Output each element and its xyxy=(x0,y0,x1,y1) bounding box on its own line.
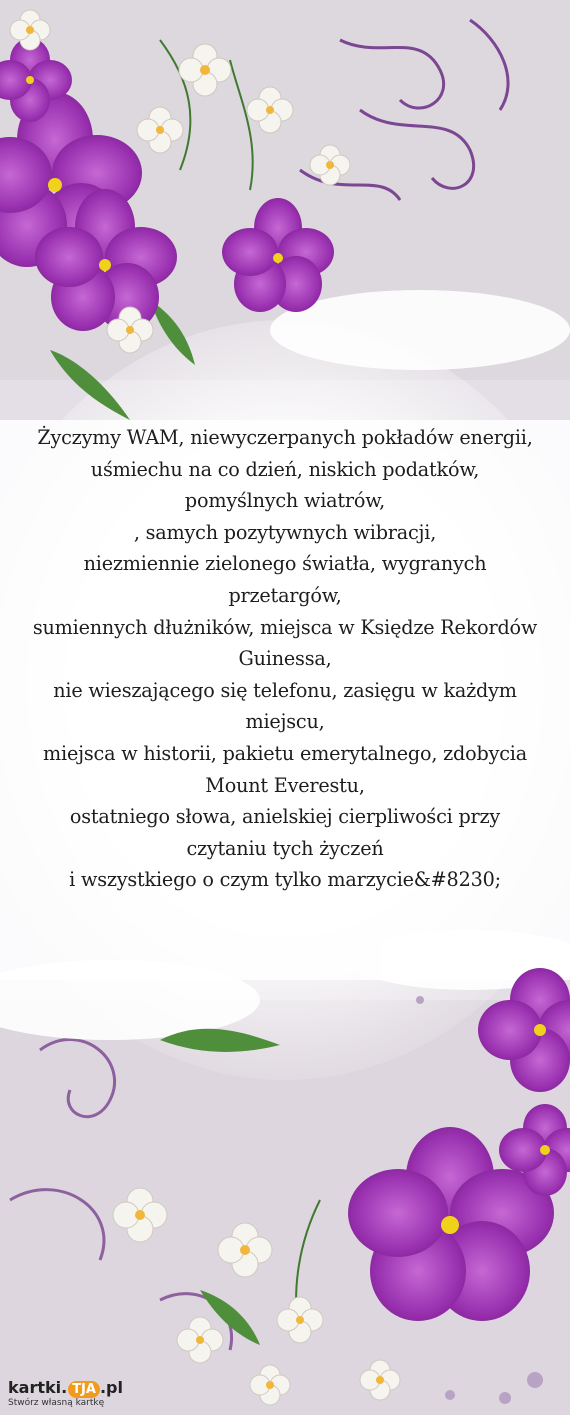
logo-tagline: Stwórz własną kartkę xyxy=(8,1398,105,1408)
message-line: ostatniego słowa, anielskiej cierpliwości przy xyxy=(69,805,501,829)
logo-tld: .pl xyxy=(99,1378,123,1397)
message-line: sumiennych dłużników, miejsca w Księdze Rekordów xyxy=(32,615,538,639)
message-line: miejscu, xyxy=(245,710,325,734)
greeting-message xyxy=(20,422,550,896)
message-line: przetargów, xyxy=(228,583,342,607)
message-line: Guinessa, xyxy=(238,647,332,671)
logo-wordmark xyxy=(8,1378,123,1398)
message-line: nie wieszającego się telefonu, zasięgu w każdym xyxy=(53,678,517,702)
message-line: Życzymy WAM, niewyczerpanych pokładów energii, xyxy=(37,426,533,449)
message-line: i wszystkiego o czym tylko marzycie&#8230; xyxy=(69,868,501,892)
message-line: Mount Everestu, xyxy=(205,773,365,797)
message-line: , samych pozytywnych wibracji, xyxy=(133,520,437,544)
site-logo-link[interactable] xyxy=(6,1378,126,1412)
message-line: pomyślnych wiatrów, xyxy=(184,489,386,513)
message-line: czytaniu tych życzeń xyxy=(186,836,384,860)
logo-badge: TJA xyxy=(68,1381,100,1398)
logo-main-text: kartki. xyxy=(8,1378,68,1397)
message-line: niezmiennie zielonego światła, wygranych xyxy=(83,552,487,576)
message-line: miejsca w historii, pakietu emerytalnego, zdobycia xyxy=(43,741,527,765)
message-line: uśmiechu na co dzień, niskich podatków, xyxy=(90,457,480,481)
